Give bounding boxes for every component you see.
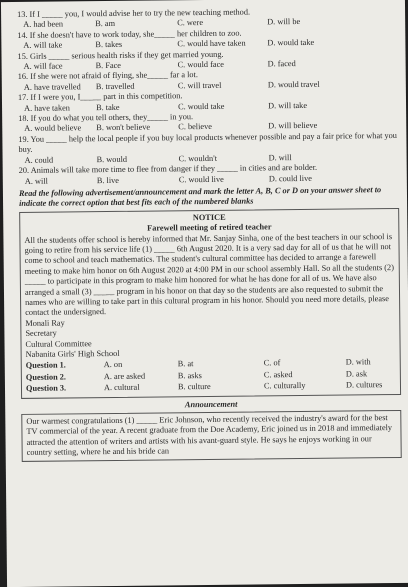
option-c: C. will travel <box>177 80 222 91</box>
question-20 <box>19 162 399 187</box>
question-stem: 18. If you do what you tell others, they_____ in you. <box>18 112 194 124</box>
question-label: Question 3. <box>25 383 67 394</box>
notice-body: All the students offer school is hereby informed that Mr. Sanjay Sinha, one of the best teachers in our school is going to retire from his service life (1) _____ 6th August 2020. It is a very sad day for all of us that he will not come to school and teach mathematics. The student's cultural committee has decided to arrange a farewell meeting to make him honor on 6th August 2020 at 4:00 PM in our school assembly Hall. So all the students (2) _____ to participate in this program to make him honored for what he has done for all of us. We have also arranged a small (3) _____ program in his honor on that day so the students are also requested to submit the names who are willing to take part in this cultural program in his honor. Should you need more details, please contact the undersigned. <box>24 231 394 318</box>
option-c: C. culturally <box>263 381 306 391</box>
option-d: D. ask <box>345 369 368 379</box>
notice-box <box>19 208 401 399</box>
option-b: B. live <box>96 175 119 185</box>
question-stem: 15. Girls _____ serious health risks if they get married young. <box>17 49 224 61</box>
notice-signature <box>25 315 395 360</box>
question-stem: 20. Animals will take more time to flee from danger if they _____ in cities and are bolder. <box>18 162 318 176</box>
option-c: C. of <box>263 358 281 368</box>
announcement-heading: Announcement <box>184 399 238 409</box>
question-stem: 17. If I were you, I_____ part in this competition. <box>17 91 183 103</box>
option-c: C. believe <box>178 122 212 132</box>
option-d: D. will be <box>267 17 301 27</box>
signature-committee: Cultural Committee <box>25 338 92 349</box>
option-b: B. am <box>95 19 116 29</box>
question-stem: 16. If she were not afraid of flying, she_____ far a lot. <box>17 70 198 82</box>
option-b: B. would <box>96 154 128 164</box>
question-stem: 14. If she doesn't have to work today, she_____ her children to zoo. <box>17 28 242 40</box>
signature-title: Secretary <box>25 328 57 339</box>
question-stem: 13. If I _____ you, I would advise her to try the new teaching method. <box>17 7 251 19</box>
option-b: B. won't believe <box>96 123 151 133</box>
option-c: C. would live <box>178 174 224 184</box>
question-13 <box>17 6 397 31</box>
option-b: B. culture <box>177 382 211 392</box>
option-d: D. with <box>345 357 371 367</box>
question-17 <box>18 89 398 114</box>
option-a: A. will face <box>23 61 63 71</box>
option-a: A. would believe <box>24 123 82 134</box>
option-a: A. have taken <box>24 103 70 113</box>
question-16 <box>18 68 398 93</box>
option-a: A. will <box>24 176 48 186</box>
reading-instruction: Read the following advertisement/announcement and mark the letter A, B, C or D on your answer sheet to indicate the correct option that best fits each of the numbered blanks <box>18 185 382 209</box>
option-d: D. cultures <box>345 380 383 390</box>
worksheet-page <box>1 0 408 587</box>
option-a: A. are asked <box>103 371 146 381</box>
question-14 <box>17 27 397 52</box>
option-a: A. on <box>103 360 123 370</box>
option-b: B. asks <box>177 370 202 381</box>
question-label: Question 1. <box>25 360 66 371</box>
option-a: A. have travelled <box>23 82 81 92</box>
option-d: D. faced <box>267 59 296 69</box>
option-c: C. were <box>177 18 204 28</box>
option-c: C. wouldn't <box>178 153 218 163</box>
question-label: Question 2. <box>25 372 67 382</box>
notice-subheading: Farewell meeting of retired teacher <box>147 222 272 233</box>
question-15 <box>17 48 397 73</box>
option-c: C. would have taken <box>177 38 246 49</box>
question-19 <box>18 131 398 166</box>
option-a: A. could <box>24 155 54 165</box>
option-c: C. would face <box>177 59 224 70</box>
announcement-box <box>21 410 401 462</box>
worksheet-content <box>17 6 402 462</box>
option-a: A. had been <box>23 19 64 30</box>
option-d: D. will take <box>267 100 308 110</box>
question-stem: 19. You _____ help the local people if you buy local products whenever possible and pay a fair price for what you buy. <box>18 130 397 155</box>
notice-heading: NOTICE <box>192 212 226 222</box>
option-d: D. could live <box>268 173 312 183</box>
option-d: D. will <box>268 152 292 163</box>
signature-school: Nabanita Girls' High School <box>25 348 120 359</box>
option-b: B. at <box>177 359 194 369</box>
signature-name: Monali Ray <box>25 318 65 328</box>
option-a: A. will take <box>23 40 63 51</box>
option-a: A. cultural <box>103 382 140 393</box>
option-d: D. would travel <box>267 79 320 90</box>
option-c: C. would take <box>178 101 225 111</box>
option-b: B. travelled <box>95 81 135 91</box>
option-d: D. would take <box>267 38 315 48</box>
option-b: B. Face <box>95 60 122 71</box>
option-c: C. asked <box>263 369 293 380</box>
announcement-body: Our warmest congratulations (1) _____ Eric Johnson, who recently received the industry's award for the best TV commercial of the year. A recent graduate from the Doe Academy, Eric joined us in 2018 and immediately attracted the attention of writers and artists with his avant-guard style. He says he enjoys working in our country setting, where he and his bride can <box>26 413 393 458</box>
option-d: D. will believe <box>268 121 318 131</box>
option-b: B. takes <box>95 40 123 50</box>
option-b: B. take <box>96 102 120 112</box>
